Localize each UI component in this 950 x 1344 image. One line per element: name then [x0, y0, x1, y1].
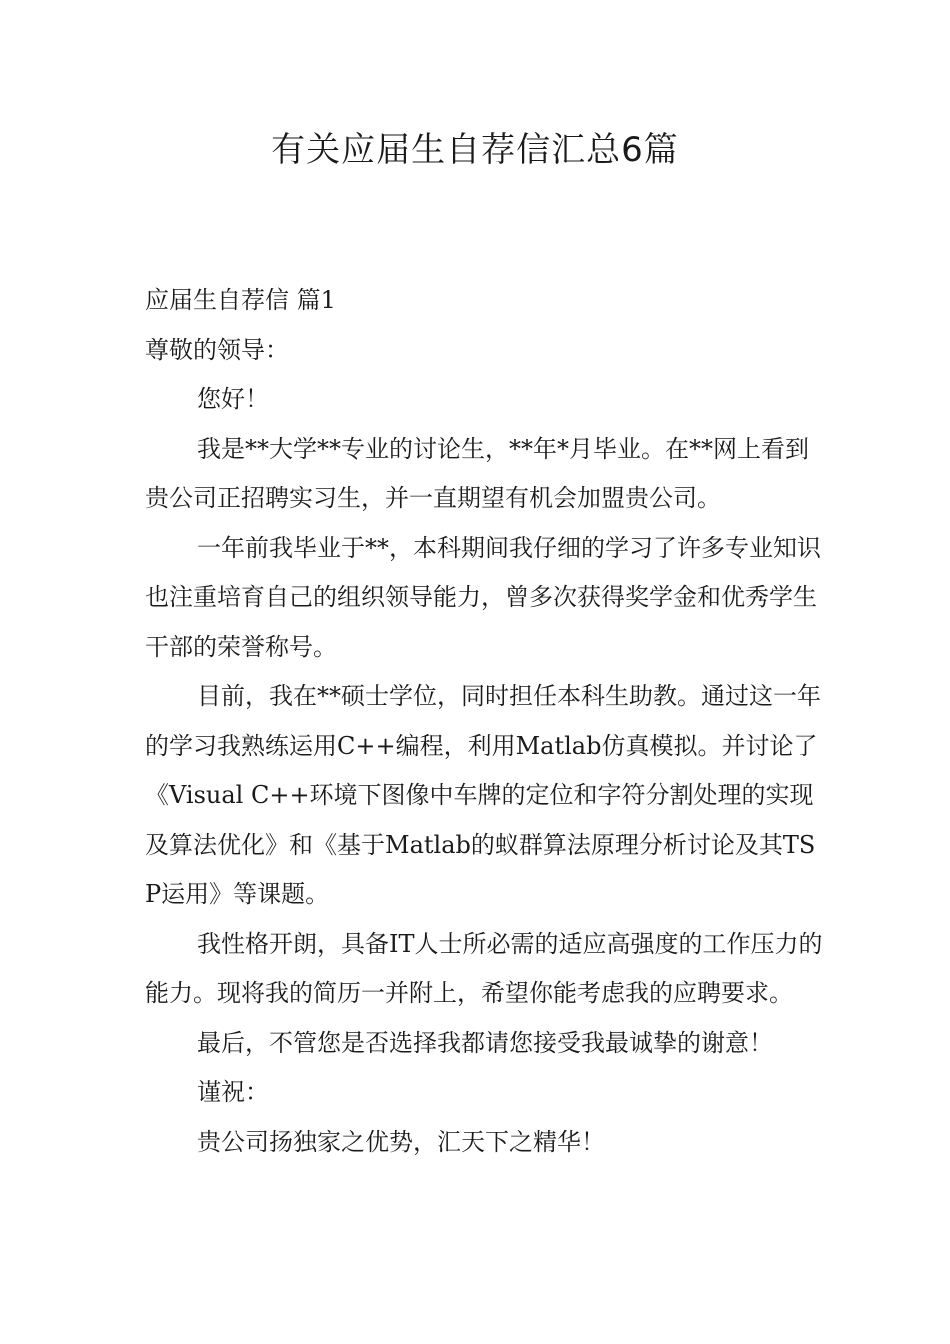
letter-body	[145, 276, 825, 1167]
document-title: 有关应届生自荐信汇总6篇	[271, 130, 679, 170]
paragraph-education: 一年前我毕业于**，本科期间我仔细的学习了许多专业知识也注重培育自己的组织领导能力，曾多次获得奖学金和优秀学生干部的荣誉称号。	[145, 533, 821, 661]
paragraph-introduction: 我是**大学**专业的讨论生，**年*月毕业。在**网上看到贵公司正招聘实习生，并一直期望有机会加盟贵公司。	[145, 434, 809, 512]
closing-wish: 贵公司扬独家之优势，汇天下之精华！	[197, 1127, 605, 1156]
paragraph-current-study: 目前，我在**硕士学位，同时担任本科生助教。通过这一年的学习我熟练运用C++编程，利用Matlab仿真模拟。并讨论了《Visual C++环境下图像中车牌的定位和字符分割处理的实现及算法优化》和《基于Matlab的蚁群算法原理分析讨论及其TSP运用》等课题。	[145, 682, 821, 908]
section-heading: 应届生自荐信 篇1	[145, 286, 336, 314]
salutation: 尊敬的领导：	[145, 335, 289, 364]
paragraph-thanks: 最后，不管您是否选择我都请您接受我最诚挚的谢意！	[197, 1028, 773, 1057]
greeting: 您好！	[197, 385, 269, 413]
paragraph-personality: 我性格开朗，具备IT人士所必需的适应高强度的工作压力的能力。现将我的简历一并附上，希望你能考虑我的应聘要求。	[145, 929, 823, 1007]
closing: 谨祝：	[197, 1078, 269, 1106]
